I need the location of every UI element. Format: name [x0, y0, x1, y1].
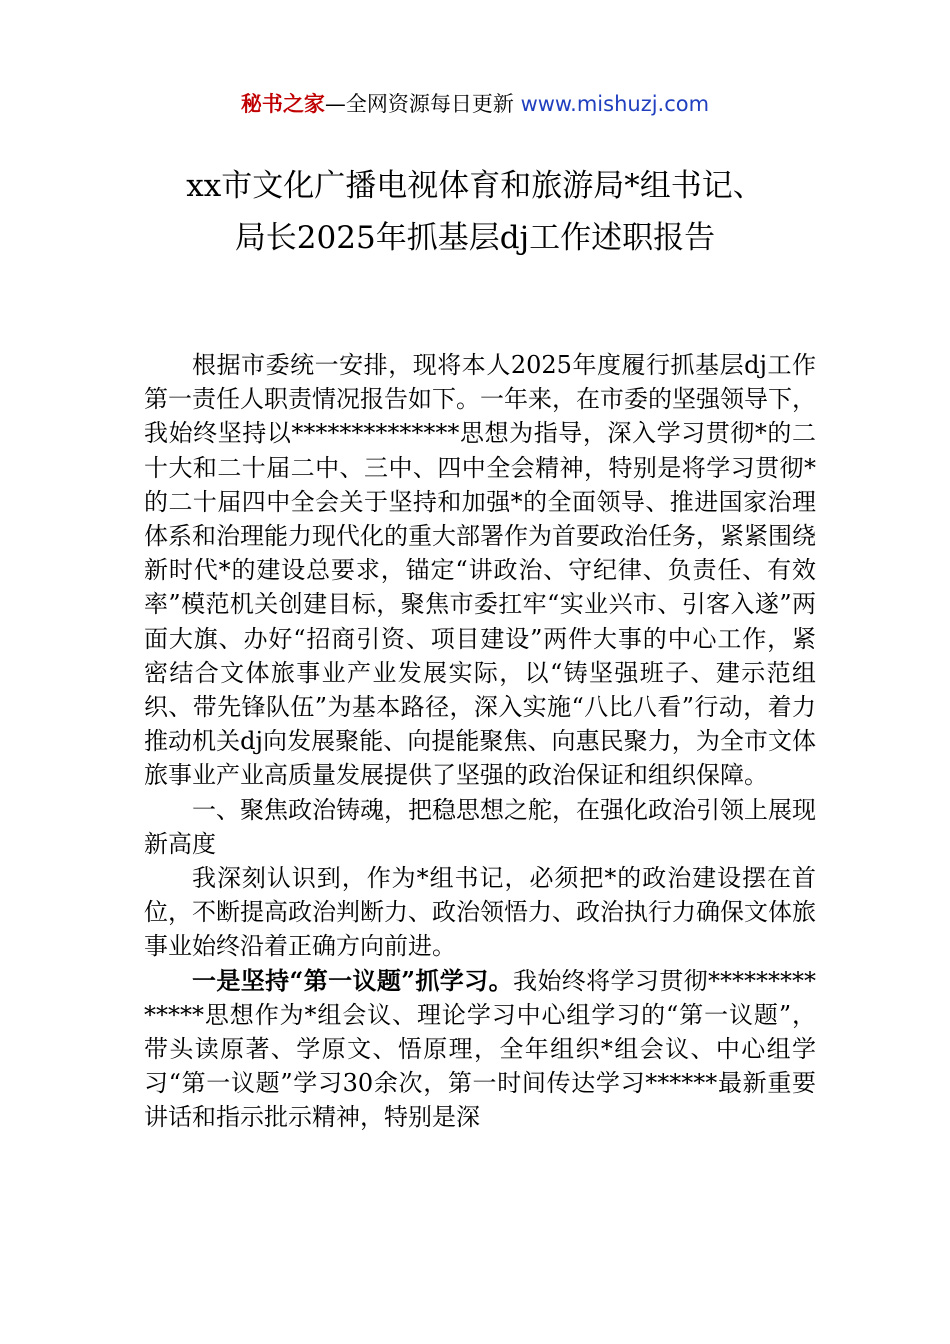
site-url-link[interactable]: www.mishuzj.com — [520, 92, 710, 116]
point-one-text: 我始终将学习贯彻**************思想作为*组会议、理论学习中心组学习的“第一议题”，带头读原著、学原文、悟原理，全年组织*组会议、中心组学习“第一议题”学习30余次，第一时间传达学习******最新重要讲话和指示批示精神，特别是深 — [144, 966, 817, 1132]
title-line-1: xx市文化广播电视体育和旅游局*组书记、 — [186, 168, 764, 204]
section-heading: 一、聚焦政治铸魂，把稳思想之舵，在强化政治引领上展现新高度 — [144, 795, 816, 858]
point-one-lead: 一是坚持“第一议题”抓学习。 — [192, 965, 513, 995]
title-line-2: 局长2025年抓基层dj工作述职报告 — [234, 220, 716, 256]
site-header — [0, 88, 950, 120]
document-body — [144, 348, 816, 1135]
site-brand: 秘书之家 — [240, 92, 325, 116]
point-one-paragraph — [144, 964, 816, 1135]
intro-paragraph: 根据市委统一安排，现将本人2025年度履行抓基层dj工作第一责任人职责情况报告如下。一年来，在市委的坚强领导下，我始终坚持以**************思想为指导，深入学习贯彻*的二十大和二十届二中、三中、四中全会精神，特别是将学习贯彻*的二十届四中全会关于坚持和加强*的全面领导、推进国家治理体系和治理能力现代化的重大部署作为首要政治任务，紧紧围绕新时代*的建设总要求，锚定“讲政治、守纪律、负责任、有效率”模范机关创建目标，聚焦市委扛牢“实业兴市、引客入遂”两面大旗、办好“招商引资、项目建设”两件大事的中心工作，紧密结合文体旅事业产业发展实际，以“铸坚强班子、建示范组织、带先锋队伍”为基本路径，深入实施“八比八看”行动，着力推动机关dj向发展聚能、向提能聚焦、向惠民聚力，为全市文体旅事业产业高质量发展提供了坚强的政治保证和组织保障。 — [144, 351, 816, 790]
site-tagline: —全网资源每日更新 — [324, 92, 514, 116]
section-paragraph: 我深刻认识到，作为*组书记，必须把*的政治建设摆在首位，不断提高政治判断力、政治领悟力、政治执行力确保文体旅事业始终沿着正确方向前进。 — [144, 864, 816, 961]
document-title — [100, 160, 850, 264]
